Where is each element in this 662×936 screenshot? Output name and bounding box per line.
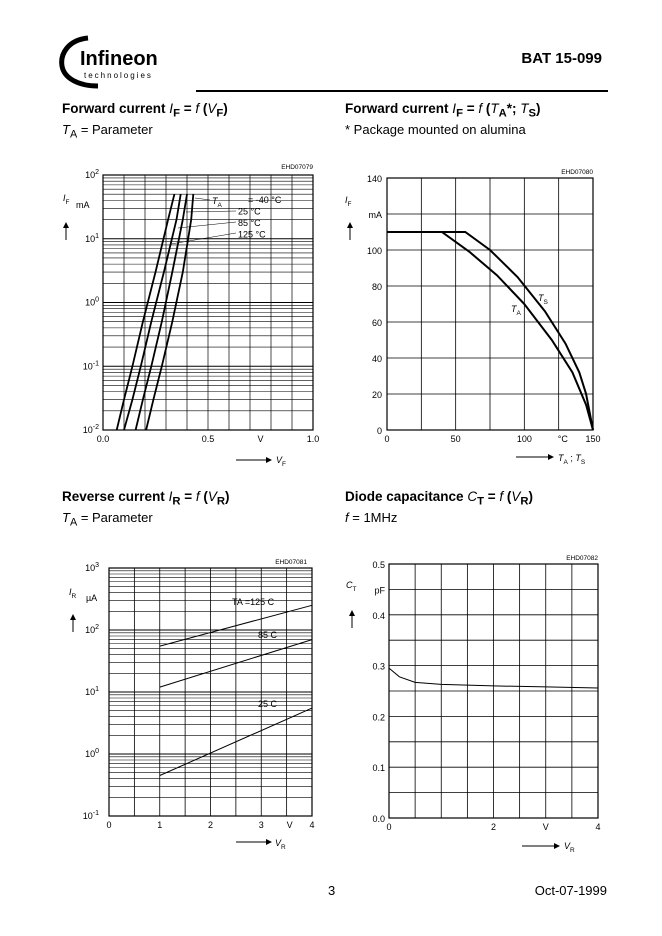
c4-yarrow-head: [349, 610, 355, 616]
c2-xtick-3: °C: [557, 434, 568, 444]
c1-code: EHD07079: [281, 164, 313, 171]
c1-ytick-0: $10^2$: [85, 169, 99, 180]
c4-xtick-1: 2: [490, 822, 497, 832]
c3-xlabel: $V_R$: [275, 838, 286, 851]
c2-ytick-6: 20: [371, 390, 382, 400]
c3-ytick-3: $10^0$: [85, 748, 99, 759]
c2-xtick-4: 150: [585, 434, 601, 444]
c2-ytick-2: 100: [366, 246, 382, 256]
c1-legend-title: $T_A$: [212, 196, 222, 209]
c3-xtick-2: 2: [207, 820, 214, 830]
c3-label-2: 25 C: [258, 699, 278, 709]
logo-name: Infineon: [80, 48, 158, 70]
c2-ytick-5: 40: [371, 354, 382, 364]
c1-legend-2: 85 °C: [238, 218, 261, 228]
c4-xtick-3: 4: [595, 822, 601, 832]
document-date: Oct-07-1999: [534, 883, 607, 898]
c3-xarrow-head: [266, 839, 272, 845]
c2-label-ta: $T_A$: [511, 304, 521, 317]
c3-ylabel: $I_R$: [69, 587, 77, 600]
c3-xtick-1: 1: [157, 820, 163, 830]
c2-ylabel: $I_F$: [345, 195, 352, 208]
c4-ytick-6: 0.0: [372, 814, 385, 824]
c4-xtick-0: 0: [386, 822, 392, 832]
c3-ytick-4: $10^{-1}$: [82, 810, 99, 821]
c1-legend-0: = -40 °C: [248, 195, 282, 205]
c2-xarrow-head: [548, 454, 554, 460]
c1-xtick-1: 0.5: [201, 434, 215, 444]
c1-xarrow-head: [266, 457, 272, 463]
c4-ylabel: $C_T$: [346, 580, 357, 593]
chart2-title: Forward current $I_F = f$ ($T_A*$; $T_S$): [345, 101, 541, 120]
c2-ytick-0: 140: [366, 174, 382, 184]
c1-ytick-4: $10^{-2}$: [82, 424, 99, 435]
c2-ytick-3: 80: [371, 282, 382, 292]
chart3-title: Reverse current $I_R = f$ $(V_R)$: [62, 489, 230, 508]
c1-legend-1: 25 °C: [238, 206, 261, 217]
c3-xtick-4: V: [286, 820, 293, 830]
c3-code: EHD07081: [275, 559, 307, 566]
chart4-title: Diode capacitance $C_T = f$ $(V_R)$: [345, 489, 533, 508]
c3-ytick-0: $10^3$: [85, 562, 99, 573]
c1-yarrow-head: [63, 222, 69, 228]
chart1-subtitle: $T_A$ = Parameter: [62, 122, 153, 141]
c2-code: EHD07080: [561, 169, 593, 176]
c4-ytick-1: pF: [374, 585, 385, 596]
c4-ytick-2: 0.4: [372, 610, 385, 621]
c2-xtick-1: 50: [450, 434, 461, 444]
c1-xtick-0: 0.0: [96, 434, 110, 444]
c4-xlabel: $V_R$: [564, 841, 575, 854]
c1-yunit: mA: [76, 200, 90, 210]
c4-code: EHD07082: [566, 555, 598, 562]
c2-ytick-4: 60: [371, 318, 382, 328]
c2-xtick-2: 100: [516, 434, 532, 444]
c2-ytick-1: mA: [368, 210, 382, 220]
page-number: 3: [328, 883, 336, 898]
c1-xtick-2: V: [257, 434, 264, 444]
c3-ytick-1: $10^2$: [85, 624, 99, 635]
chart2-subtitle: * Package mounted on alumina: [345, 122, 526, 137]
c3-xtick-3: 3: [258, 820, 264, 830]
c4-ytick-3: 0.3: [372, 661, 385, 672]
c4-ytick-0: 0.5: [372, 560, 385, 570]
c2-ytick-7: 0: [376, 426, 382, 436]
c3-ytick-2: $10^1$: [85, 686, 99, 697]
c2-xtick-0: 0: [384, 434, 390, 444]
c3-yunit: µA: [86, 593, 98, 603]
c1-legend-3: 125 °C: [238, 229, 266, 240]
c1-leader-1: [186, 211, 236, 212]
c1-ytick-3: $10^{-1}$: [82, 360, 99, 372]
c3-label-1: 85 C: [258, 630, 278, 640]
c3-xtick-0: 0: [106, 820, 112, 830]
c2-xlabel: $T_A$ ; $T_S$: [558, 453, 586, 466]
c1-xtick-3: 1.0: [306, 434, 320, 444]
c3-yarrow-head: [70, 614, 76, 620]
chart4-subtitle: f = 1MHz: [345, 510, 398, 525]
c3-xtick-5: 4: [309, 820, 315, 830]
c2-yarrow-head: [347, 222, 353, 228]
c1-xlabel: $V_F$: [276, 455, 286, 468]
logo-sub: technologies: [84, 71, 153, 80]
c2-label-ts: $T_S$: [538, 293, 548, 306]
c3-label-0: TA =125 C: [232, 597, 275, 607]
part-number: BAT 15-099: [521, 50, 602, 67]
c1-ytick-2: $10^0$: [85, 296, 99, 308]
chart3-subtitle: $T_A$ = Parameter: [62, 510, 153, 529]
c4-ytick-4: 0.2: [372, 712, 385, 723]
c4-xarrow-head: [554, 843, 560, 849]
chart1-title: Forward current $I_F = f$ $(V_F)$: [62, 101, 228, 120]
c4-ytick-5: 0.1: [372, 763, 385, 774]
c1-ylabel: $I_F$: [63, 193, 70, 206]
c1-ytick-1: $10^1$: [85, 232, 99, 244]
c4-xtick-2: V: [542, 822, 549, 832]
